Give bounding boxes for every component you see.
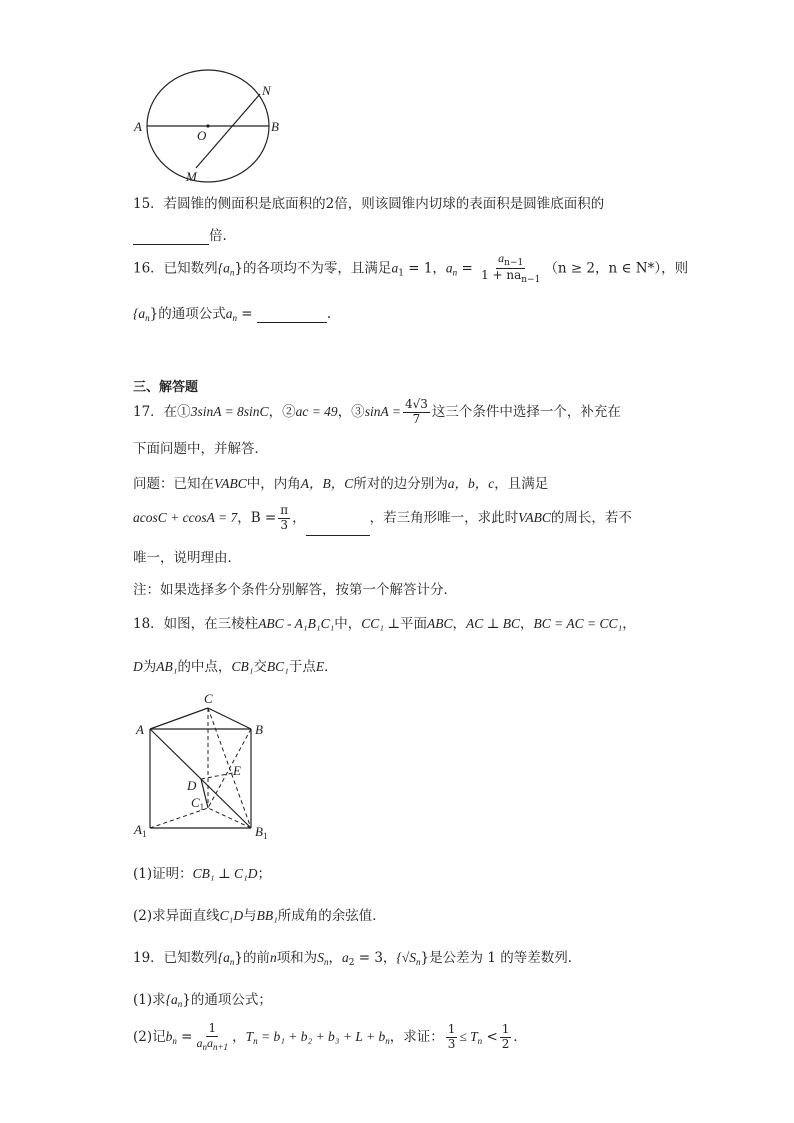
q16-answer-blank[interactable] — [257, 306, 327, 323]
q17-line5: 唯一，说明理由． — [133, 550, 241, 566]
label-o: O — [197, 128, 207, 143]
q18-line1: 18．如图，在三棱柱ABC - A₁B₁C₁中，CC₁ ⊥平面ABC，AC ⊥ BC，BC = AC = CC₁， — [133, 616, 636, 632]
q15-line2: 倍. — [133, 224, 227, 245]
q19-half-fraction: $\frac{1}{2}$ — [501, 1022, 510, 1051]
q18-line2: D为AB₁的中点，CB₁交BC₁于点E． — [133, 659, 338, 675]
center-point — [206, 124, 209, 127]
label-b1: $B_1$ — [255, 824, 268, 841]
segment-ab1 — [150, 729, 251, 828]
edge-ac — [150, 708, 208, 729]
q15-answer-blank[interactable] — [133, 228, 209, 245]
section-title: 三、解答题 — [133, 380, 199, 395]
q19-part1: (1)求$\{a_n\}$的通项公式； — [133, 992, 272, 1009]
q17-line4: acosC + ccosA = 7，B = $\frac{\pi}{3}$ ， ，若三角形唯一，求此时VABC的周长，若不 — [133, 501, 632, 536]
q17-line1: 17．在①3sinA = 8sinC，②ac = 49，③sinA = $\frac{4√3}{7}$ 这三个条件中选择一个，补充在 — [133, 397, 621, 426]
q16-line2: $\{a_n\}$的通项公式$a_n$ = . — [133, 306, 332, 323]
edge-b1c1 — [208, 808, 251, 828]
q16-fraction: $\frac{a_{n-1}}{1 + na_{n-1}}$ — [481, 251, 541, 286]
label-b: B — [255, 722, 263, 737]
q19-third-fraction: $\frac{1}{3}$ — [447, 1022, 456, 1051]
q17-sin-fraction: $\frac{4√3}{7}$ — [404, 397, 428, 426]
label-d: D — [187, 778, 197, 793]
label-c1: $C_1$ — [191, 795, 205, 812]
label-e: E — [233, 763, 241, 778]
label-m: M — [186, 169, 197, 184]
q19-bn-fraction: $\frac{1}{a_na_{n+1}}$ — [196, 1021, 229, 1053]
q17-line3: 问题：已知在VABC中，内角A，B，C所对的边分别为a，b，c，且满足 — [133, 476, 549, 492]
segment-de — [201, 773, 233, 779]
q15-line1: 15．若圆锥的侧面积是底面积的2倍，则该圆锥内切球的表面积是圆锥底面积的 — [133, 196, 605, 212]
circle-figure — [130, 60, 300, 185]
edge-bc — [208, 708, 251, 729]
prism-figure — [130, 688, 280, 843]
segment-bc1 — [208, 729, 251, 808]
q19-part2: (2)记$b_n$ = $\frac{1}{a_na_{n+1}}$ ，$T_n = b_1 + b_2 + b_3 + L + b_n$，求证： $\frac{1}{3}$ ≤ $T_n$ < $\frac{1}{2}$ ． — [133, 1021, 527, 1053]
q16-line1: 16．已知数列$\{a_n\}$的各项均不为零，且满足$a_1 = 1$，$a_n$ = $\frac{a_{n-1}}{1 + na_{n-1}}$ （n ≥ 2，n ∈ N*），则 — [133, 251, 689, 286]
label-b: B — [271, 119, 279, 134]
label-a: A — [134, 119, 142, 134]
label-a: A — [136, 722, 144, 737]
q17-pi-fraction: $\frac{\pi}{3}$ — [280, 503, 289, 532]
label-n: N — [262, 83, 271, 98]
label-a1: $A_1$ — [134, 822, 147, 839]
q18-part2: (2)求异面直线C₁D与BB₁所成角的余弦值． — [133, 908, 386, 924]
q17-condition-blank[interactable] — [306, 501, 370, 536]
q17-note: 注：如果选择多个条件分别解答，按第一个解答计分． — [133, 582, 457, 598]
q17-line2: 下面问题中，并解答． — [133, 441, 268, 457]
label-c: C — [204, 691, 213, 706]
q18-part1: (1)证明：CB₁ ⊥ C₁D； — [133, 866, 271, 882]
q19-line1: 19．已知数列$\{a_n\}$的前n项和为$S_n$，$a_2 = 3$，$\{√S_n\}$是公差为 1 的等差数列． — [133, 950, 582, 968]
